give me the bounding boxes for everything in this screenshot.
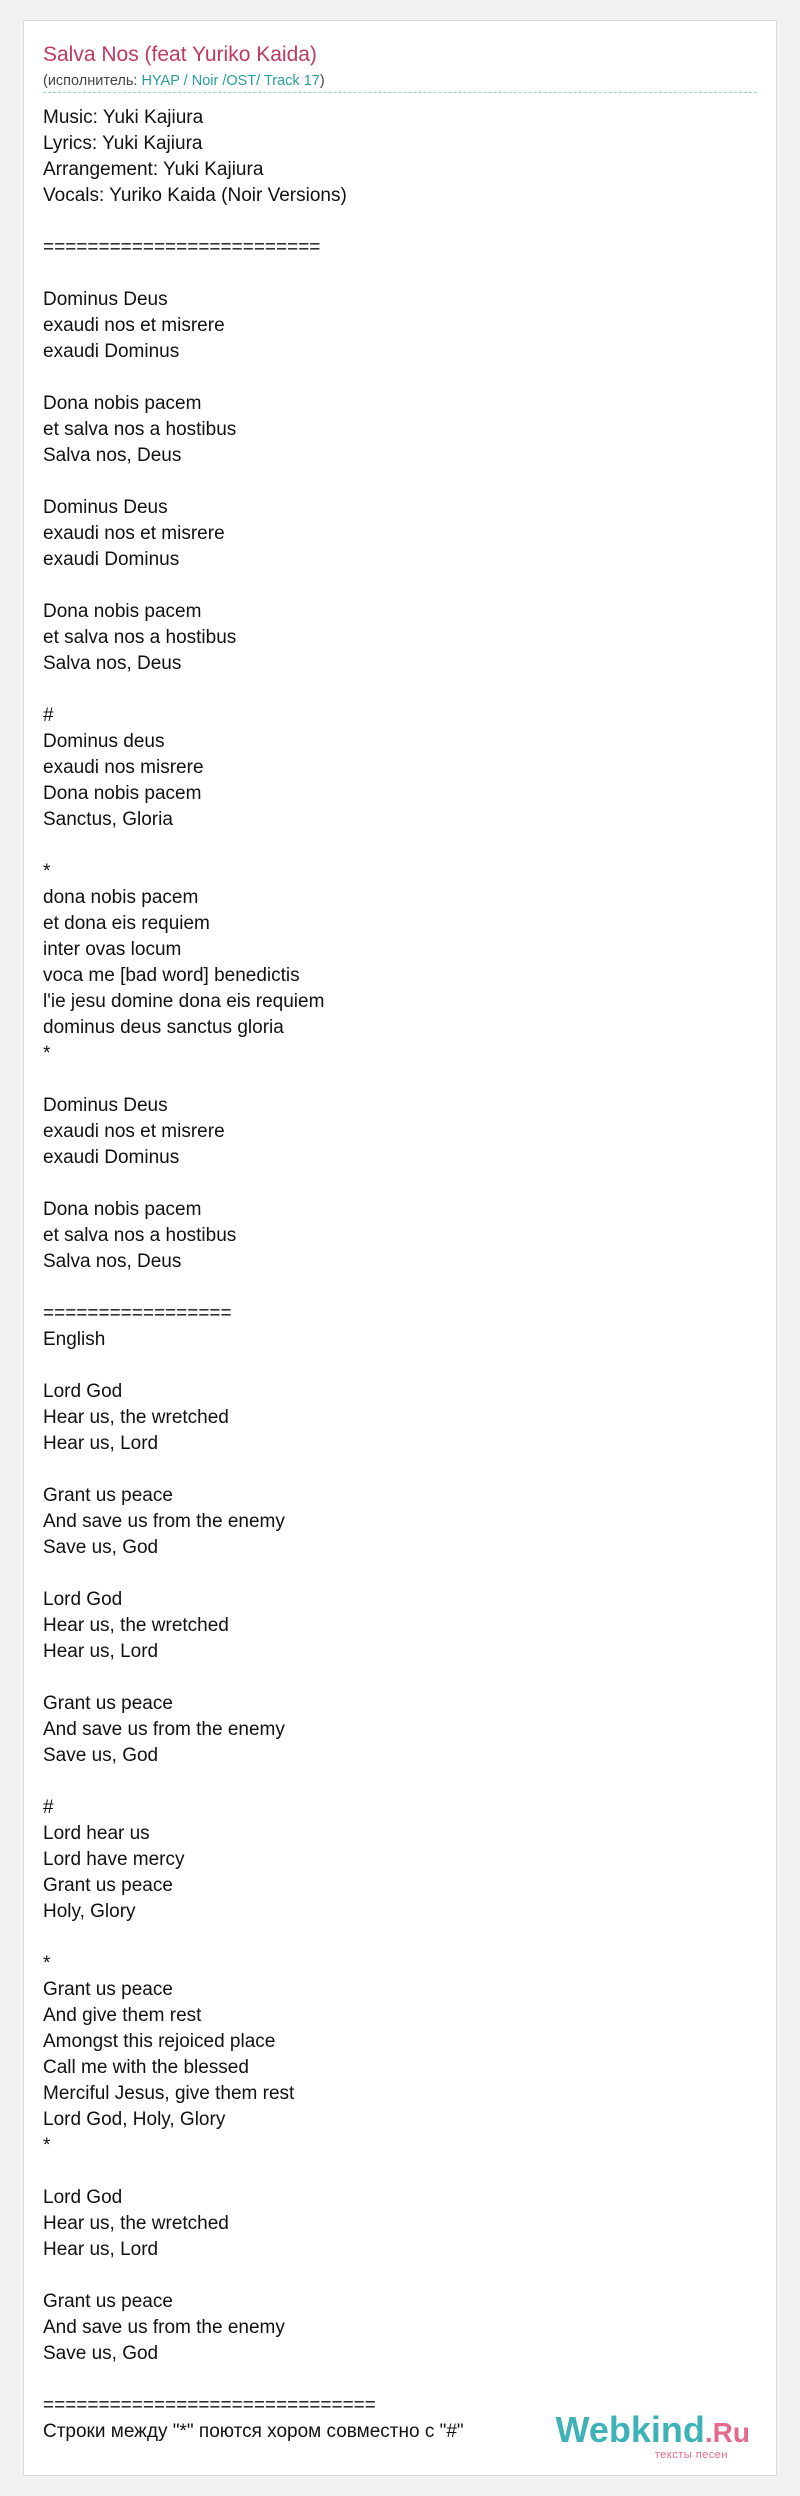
lyric-line: exaudi nos et misrere [43,523,225,544]
lyric-line: exaudi nos et misrere [43,315,225,336]
lyric-line: Hear us, Lord [43,1641,159,1662]
lyric-line: et dona eis requiem [43,913,210,934]
blank-line [43,1353,757,1379]
lyric-line: * [43,2135,51,2156]
lyric-line: Lord God [43,2187,123,2208]
lyric-line: Call me with the blessed [43,2057,249,2078]
lyric-line: Lord God [43,1589,123,1610]
lyric-line: Dona nobis pacem [43,601,202,622]
lyric-line: exaudi Dominus [43,549,180,570]
blank-line [43,1769,757,1795]
lyric-line: Lord God, Holy, Glory [43,2109,226,2130]
lyrics-card [23,20,777,2476]
lyric-line: l'ie jesu domine dona eis requiem [43,991,325,1012]
lyric-line: voca me [bad word] benedictis [43,965,300,986]
blank-line [43,1067,757,1093]
lyric-line: Salva nos, Deus [43,445,182,466]
lyric-line: dominus deus sanctus gloria [43,1017,284,1038]
lyric-line: dona nobis pacem [43,887,199,908]
artist-prefix: (исполнитель: [43,73,142,89]
lyric-line: Hear us, Lord [43,1433,159,1454]
lyric-line: et salva nos a hostibus [43,419,237,440]
logo-tagline: тексты песен [654,2449,728,2461]
lyric-line: exaudi nos et misrere [43,1121,225,1142]
lyric-line: et salva nos a hostibus [43,1225,237,1246]
lyric-line: Arrangement: Yuki Kajiura [43,159,264,180]
lyric-line: Grant us peace [43,1693,173,1714]
lyric-line: Dona nobis pacem [43,1199,202,1220]
artist-suffix: ) [319,73,325,89]
lyric-line: # [43,1797,54,1818]
song-title: Salva Nos (feat Yuriko Kaida) [43,43,317,66]
lyric-line: And save us from the enemy [43,1719,285,1740]
lyric-line: Merciful Jesus, give them rest [43,2083,295,2104]
lyric-line: Hear us, Lord [43,2239,159,2260]
logo-name: Webkind [555,2409,705,2450]
lyric-line: Grant us peace [43,1875,173,1896]
lyrics-body [43,105,757,2445]
blank-line [43,1457,757,1483]
lyric-line: Dominus Deus [43,289,168,310]
lyric-line: And save us from the enemy [43,1511,285,1532]
blank-line [43,1275,757,1301]
blank-line [43,261,757,287]
lyric-line: Sanctus, Gloria [43,809,173,830]
blank-line [43,1171,757,1197]
lyric-line: ============================== [43,2395,376,2416]
lyric-line: Save us, God [43,1745,159,1766]
lyric-line: Holy, Glory [43,1901,136,1922]
lyric-line: et salva nos a hostibus [43,627,237,648]
lyric-line: exaudi nos misrere [43,757,204,778]
lyric-line: Music: Yuki Kajiura [43,107,204,128]
lyric-line: And save us from the enemy [43,2317,285,2338]
blank-line [43,209,757,235]
lyric-line: Lord God [43,1381,123,1402]
lyric-line: ================= [43,1303,232,1324]
lyric-line: Dominus Deus [43,497,168,518]
lyric-line: Grant us peace [43,1485,173,1506]
blank-line [43,573,757,599]
lyric-line: # [43,705,54,726]
lyric-line: exaudi Dominus [43,1147,180,1168]
blank-line [43,677,757,703]
lyric-line: Lord have mercy [43,1849,185,1870]
lyric-line: Dona nobis pacem [43,393,202,414]
lyric-line: Dona nobis pacem [43,783,202,804]
lyric-line: Строки между "*" поются хором совместно с "#" [43,2421,464,2442]
lyric-line: ========================= [43,237,321,258]
logo-wordmark [555,2409,750,2451]
blank-line [43,1561,757,1587]
blank-line [43,1665,757,1691]
lyric-line: Grant us peace [43,2291,173,2312]
artist-line [43,73,325,89]
lyric-line: Save us, God [43,2343,159,2364]
blank-line [43,365,757,391]
lyric-line: Save us, God [43,1537,159,1558]
lyric-line: And give them rest [43,2005,202,2026]
lyric-line: Dominus Deus [43,1095,168,1116]
artist-link[interactable]: HYAP / Noir /OST/ Track 17 [141,73,320,89]
lyric-line: Hear us, the wretched [43,1407,229,1428]
lyric-line: Hear us, the wretched [43,1615,229,1636]
blank-line [43,469,757,495]
lyric-line: Grant us peace [43,1979,173,2000]
lyric-line: Amongst this rejoiced place [43,2031,276,2052]
logo-tld: .Ru [704,2417,750,2448]
blank-line [43,2159,757,2185]
lyric-line: * [43,1953,51,1974]
lyric-line: * [43,861,51,882]
lyric-line: Dominus deus [43,731,165,752]
lyric-line: Salva nos, Deus [43,1251,182,1272]
lyric-line: Lyrics: Yuki Kajiura [43,133,203,154]
lyric-line: Salva nos, Deus [43,653,182,674]
lyric-line: English [43,1329,106,1350]
lyric-line: exaudi Dominus [43,341,180,362]
webkind-logo[interactable] [555,2409,750,2461]
lyric-line: Hear us, the wretched [43,2213,229,2234]
blank-line [43,833,757,859]
dashed-divider [43,92,757,93]
blank-line [43,1925,757,1951]
lyric-line: * [43,1043,51,1064]
blank-line [43,2367,757,2393]
lyric-line: Lord hear us [43,1823,150,1844]
lyric-line: inter ovas locum [43,939,182,960]
blank-line [43,2263,757,2289]
lyric-line: Vocals: Yuriko Kaida (Noir Versions) [43,185,347,206]
